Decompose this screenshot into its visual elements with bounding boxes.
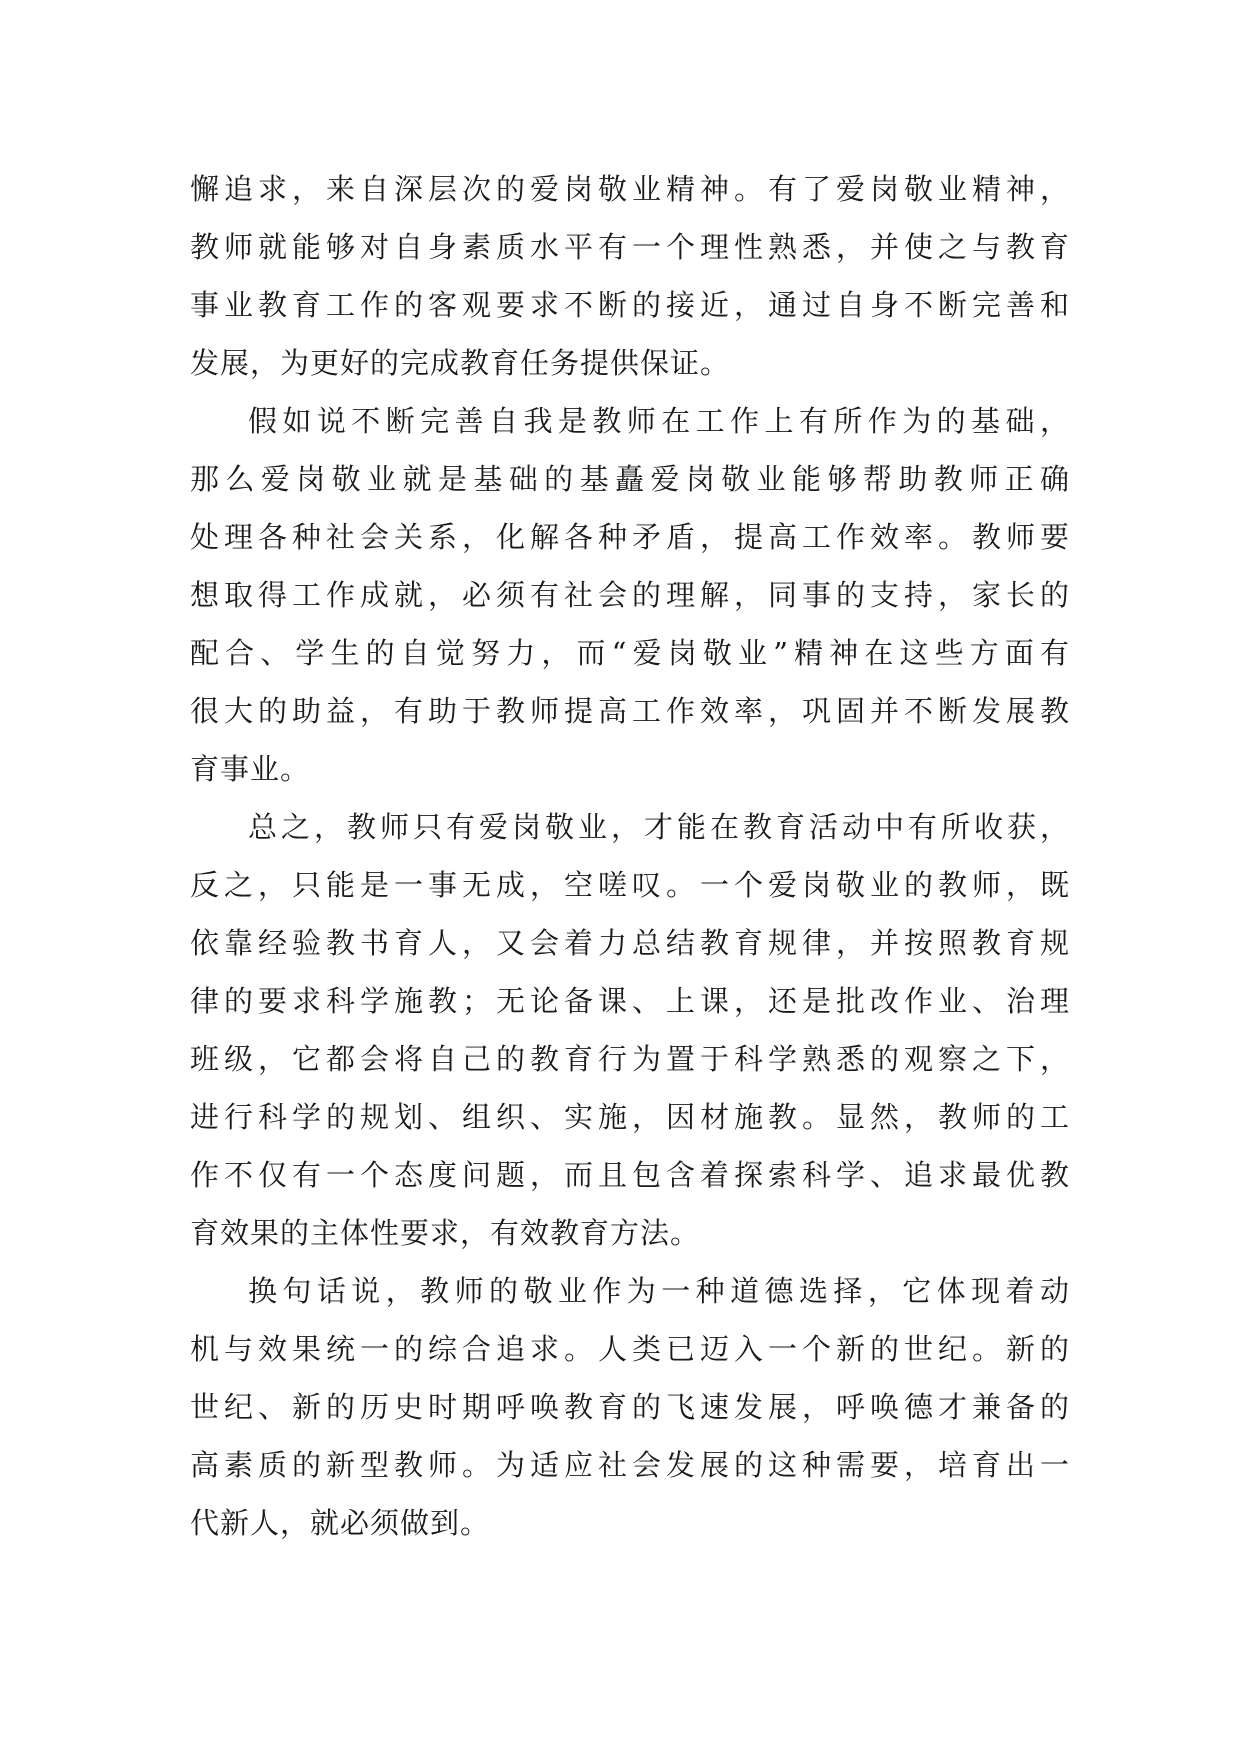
paragraph-1-line-4: 发展，为更好的完成教育任务提供保证。 bbox=[190, 346, 731, 380]
paragraph-4-line-1: 换句话说，教师的敬业作为一种道德选择，它体现着动 bbox=[248, 1274, 1070, 1308]
paragraph-2-line-4: 想取得工作成就，必须有社会的理解，同事的支持，家长的 bbox=[190, 578, 1070, 612]
paragraph-3-line-5: 班级，它都会将自己的教育行为置于科学熟悉的观察之下， bbox=[190, 1042, 1070, 1076]
paragraph-3-line-6: 进行科学的规划、组织、实施，因材施教。显然，教师的工 bbox=[190, 1100, 1070, 1134]
paragraph-2-line-3: 处理各种社会关系，化解各种矛盾，提高工作效率。教师要 bbox=[190, 520, 1070, 554]
paragraph-4-line-2: 机与效果统一的综合追求。人类已迈入一个新的世纪。新的 bbox=[190, 1332, 1070, 1366]
paragraph-3-line-2: 反之，只能是一事无成，空嗟叹。一个爱岗敬业的教师，既 bbox=[190, 868, 1070, 902]
paragraph-4-line-3: 世纪、新的历史时期呼唤教育的飞速发展，呼唤德才兼备的 bbox=[190, 1390, 1070, 1424]
paragraph-3-line-4: 律的要求科学施教；无论备课、上课，还是批改作业、治理 bbox=[190, 984, 1070, 1018]
paragraph-2-line-6: 很大的助益，有助于教师提高工作效率，巩固并不断发展教 bbox=[190, 694, 1070, 728]
paragraph-2-line-5: 配合、学生的自觉努力，而“爱岗敬业”精神在这些方面有 bbox=[190, 636, 1070, 670]
paragraph-3-line-7: 作不仅有一个态度问题，而且包含着探索科学、追求最优教 bbox=[190, 1158, 1070, 1192]
paragraph-4-line-4: 高素质的新型教师。为适应社会发展的这种需要，培育出一 bbox=[190, 1448, 1070, 1482]
paragraph-2-line-2: 那么爱岗敬业就是基础的基矗爱岗敬业能够帮助教师正确 bbox=[190, 462, 1070, 496]
document-body bbox=[190, 160, 1070, 1552]
paragraph-1-line-2: 教师就能够对自身素质水平有一个理性熟悉，并使之与教育 bbox=[190, 230, 1070, 264]
paragraph-3-line-3: 依靠经验教书育人，又会着力总结教育规律，并按照教育规 bbox=[190, 926, 1070, 960]
paragraph-2-line-7: 育事业。 bbox=[190, 752, 311, 786]
paragraph-2-line-1: 假如说不断完善自我是教师在工作上有所作为的基础， bbox=[248, 404, 1070, 438]
paragraph-1-line-3: 事业教育工作的客观要求不断的接近，通过自身不断完善和 bbox=[190, 288, 1070, 322]
paragraph-3-line-8: 育效果的主体性要求，有效教育方法。 bbox=[190, 1216, 701, 1250]
paragraph-1-line-1: 懈追求，来自深层次的爱岗敬业精神。有了爱岗敬业精神， bbox=[190, 172, 1070, 206]
paragraph-3-line-1: 总之，教师只有爱岗敬业，才能在教育活动中有所收获， bbox=[248, 810, 1070, 844]
paragraph-4-line-5: 代新人，就必须做到。 bbox=[190, 1506, 491, 1540]
